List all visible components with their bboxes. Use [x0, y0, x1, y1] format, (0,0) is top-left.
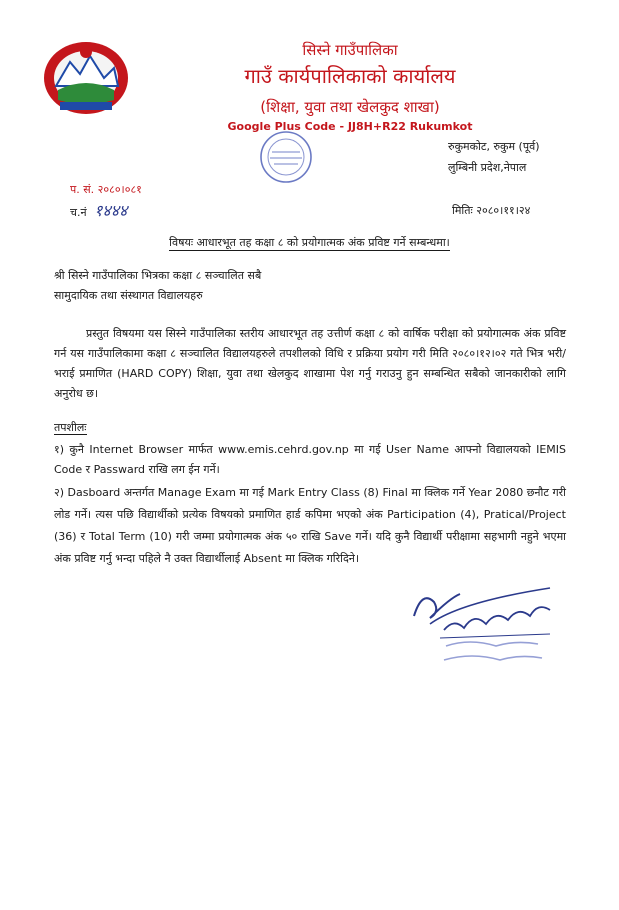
handwritten-signature	[400, 572, 560, 668]
subject-text: विषयः आधारभूत तह कक्षा ८ को प्रयोगात्मक अंक प्रविष्ट गर्ने सम्बन्धमा।	[169, 236, 450, 249]
letter-date: मितिः २०८०।११।२४	[452, 204, 531, 217]
body-paragraph: प्रस्तुत विषयमा यस सिस्ने गाउँपालिका स्तरीय आधारभूत तह उत्तीर्ण कक्षा ८ को वार्षिक परीक्षा को प्रयोगात्मक अंक प्रविष्ट गर्न यस गाउँपालिकामा कक्षा ८ सञ्चालित विद्यालयहरुले तपशीलको विधि र प्रक्रिया प्रयोग गरी मिति २०८०।१२।०२ गते भित्र भरी/ भराई प्रमाणित (HARD COPY) शिक्षा, युवा तथा खेलकुद शाखामा पेश गर्नु गराउनु हुन सम्बन्धित सबैको जानकारीको लागि अनुरोध छ।	[54, 327, 566, 400]
office-stamp	[244, 128, 328, 186]
section-name: (शिक्षा, युवा तथा खेलकुद शाखा)	[260, 98, 440, 116]
plus-code: Google Plus Code - JJ8H+R22 Rukumkot	[227, 120, 473, 133]
chalani-number-row	[70, 199, 127, 221]
addressee-line2: सामुदायिक तथा संस्थागत विद्यालयहरु	[54, 289, 203, 302]
tapsil-heading-text: तपशीलः	[54, 421, 87, 434]
addressee-line1: श्री सिस्ने गाउँपालिका भित्रका कक्षा ८ सञ्चालित सबै	[54, 269, 262, 282]
nepal-emblem-logo	[40, 38, 132, 118]
municipality-name: सिस्ने गाउँपालिका	[302, 41, 398, 59]
chalani-number: १४४४	[94, 201, 128, 220]
letter-subject	[0, 235, 619, 250]
instruction-step-2: २) Dasboard अन्तर्गत Manage Exam मा गई Mark Entry Class (8) Final मा क्लिक गर्ने Year 2080 छनौट गरी लोड गर्ने। त्यस पछि विद्यार्थीको प्रत्येक विषयको प्रमाणित हार्ड कपिमा भएको अंक Participation (4), Pratical/Project (36) र Total Term (10) गरी जम्मा प्रयोगात्मक अंक ५० राखि Save गर्ने। यदि कुनै विद्यार्थी परीक्षामा सहभागी नहुने भएमा अंक प्रविष्ट गर्नु भन्दा पहिले नै उक्त विद्यार्थीलाई Absent मा क्लिक गरिदिने।	[54, 486, 566, 565]
chalani-label: च.नं	[70, 206, 87, 219]
office-address-line2: लुम्बिनी प्रदेश,नेपाल	[448, 161, 527, 174]
office-name: गाउँ कार्यपालिकाको कार्यालय	[244, 64, 456, 88]
office-address-line1: रुकुमकोट, रुकुम (पूर्व)	[448, 140, 540, 153]
instruction-step-1: १) कुनै Internet Browser मार्फत www.emis.cehrd.gov.np मा गई User Name आफ्नो विद्यालयको IEMIS Code र Passward राखि लग ईन गर्ने।	[54, 443, 566, 476]
patra-sankhya: प. सं. २०८०।०८१	[70, 183, 142, 196]
tapsil-heading	[54, 420, 87, 435]
